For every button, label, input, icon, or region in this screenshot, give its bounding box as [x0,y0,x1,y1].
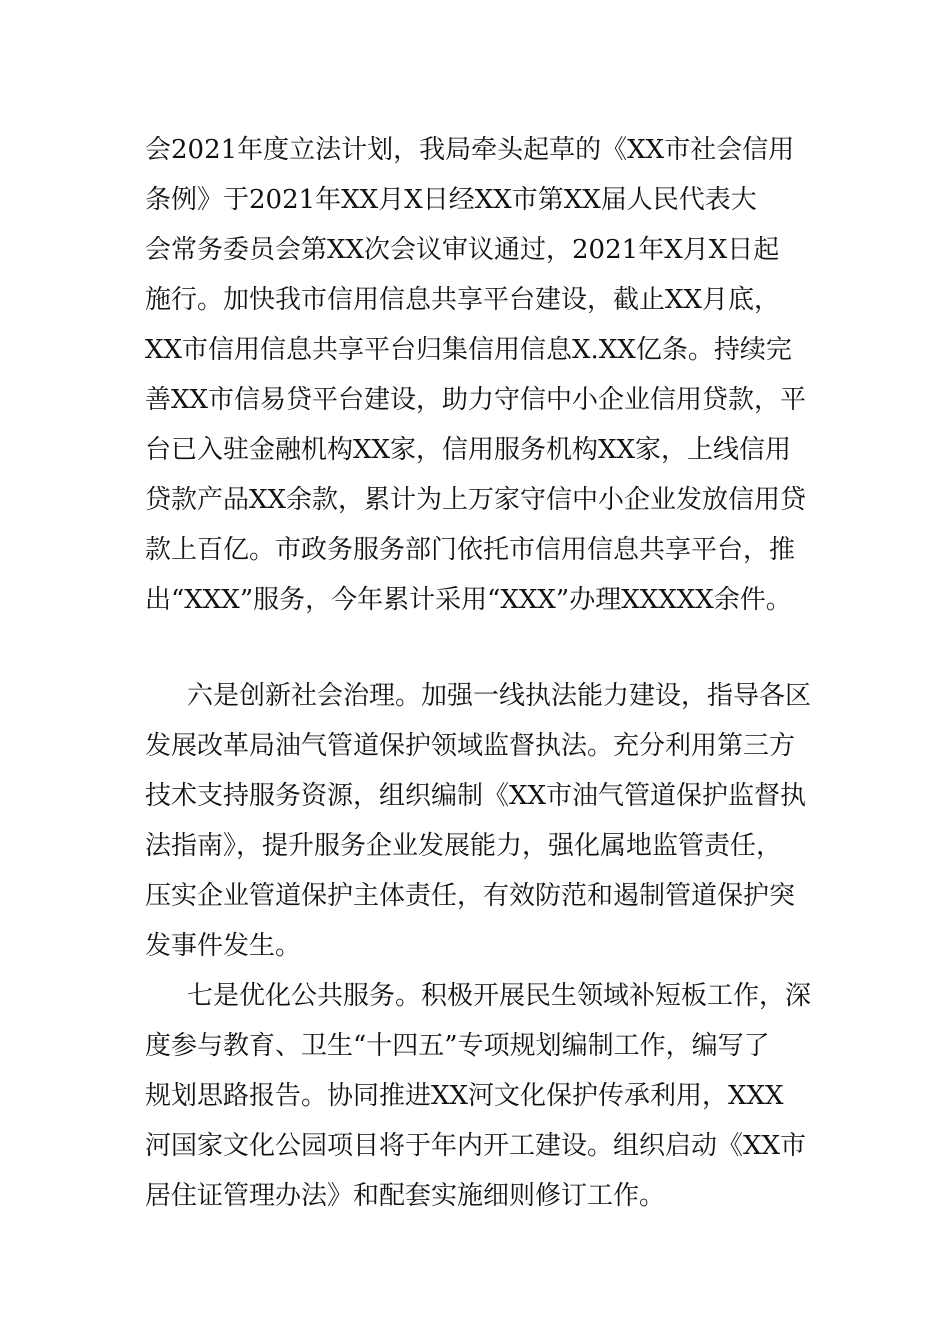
paragraph-line: 六是创新社会治理。加强一线执法能力建设，指导各区 [187,681,812,711]
paragraph-line: 度参与教育、卫生“十四五”专项规划编制工作，编写了 [145,1031,770,1061]
paragraph-line: 会常务委员会第XX次会议审议通过，2021年X月X日起 [145,235,780,265]
paragraph-line: 出“XXX”服务，今年累计采用“XXX”办理XXXXX余件。 [145,585,792,615]
paragraph-line: 会2021年度立法计划，我局牵头起草的《XX市社会信用 [145,135,795,165]
paragraph-line: 压实企业管道保护主体责任，有效防范和遏制管道保护突 [145,881,796,911]
paragraph-line: 施行。加快我市信用信息共享平台建设，截止XX月底， [145,285,781,315]
paragraph-line: 条例》于2021年XX月X日经XX市第XX届人民代表大 [145,185,757,215]
paragraph-line: 河国家文化公园项目将于年内开工建设。组织启动《XX市 [145,1131,807,1161]
paragraph-line: 技术支持服务资源，组织编制《XX市油气管道保护监督执 [145,781,807,811]
paragraph-line: 规划思路报告。协同推进XX河文化保护传承利用，XXX [145,1081,784,1111]
paragraph-line: 发展改革局油气管道保护领域监督执法。充分利用第三方 [145,731,796,761]
paragraph-line: 款上百亿。市政务服务部门依托市信用信息共享平台，推 [145,535,796,565]
paragraph-line: 善XX市信易贷平台建设，助力守信中小企业信用贷款，平 [145,385,807,415]
paragraph-line: 法指南》，提升服务企业发展能力，强化属地监管责任， [145,831,783,861]
paragraph-line: 发事件发生。 [145,931,302,961]
document-body [145,0,810,1344]
paragraph-line: 台已入驻金融机构XX家，信用服务机构XX家，上线信用 [145,435,792,465]
paragraph-line: 七是优化公共服务。积极开展民生领域补短板工作，深 [187,981,812,1011]
paragraph-line: 贷款产品XX余款，累计为上万家守信中小企业发放信用贷 [145,485,807,515]
paragraph-line: XX市信用信息共享平台归集信用信息X.XX亿条。持续完 [145,335,792,365]
paragraph-line: 居住证管理办法》和配套实施细则修订工作。 [145,1181,666,1211]
